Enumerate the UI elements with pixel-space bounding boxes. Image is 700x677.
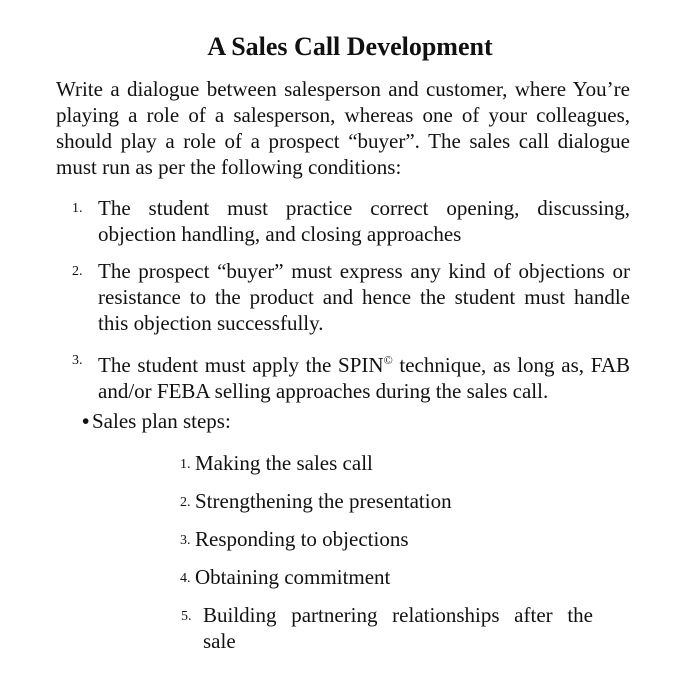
sales-step-item — [180, 564, 595, 590]
condition-item — [72, 347, 631, 404]
intro-paragraph: Write a dialogue between salesperson and customer, where You’re playing a role of a salesperson, whereas one of your colleagues, should play a role of a prospect “buyer”. The sales call dialogue must run as per the following conditions: — [56, 77, 630, 179]
step-number: 1. — [180, 457, 191, 472]
step-text: Responding to objections — [195, 527, 409, 551]
sales-step-item — [181, 602, 593, 654]
step-number: 4. — [180, 571, 191, 586]
step-text: Making the sales call — [195, 451, 373, 475]
step-text: Strengthening the presentation — [195, 489, 452, 513]
condition-text-continued: technique, as long as, FAB and/or FEBA selling approaches during the sales call. — [98, 353, 631, 403]
condition-item — [72, 195, 630, 247]
sales-step-item — [180, 526, 595, 552]
condition-number: 2. — [72, 264, 83, 279]
step-text: Building partnering relationships after the sale — [203, 603, 593, 653]
condition-text: The student must apply the SPIN — [98, 353, 384, 377]
sales-plan-label: Sales plan steps: — [92, 409, 231, 433]
copyright-mark: © — [383, 353, 393, 367]
bullet-icon: • — [82, 409, 90, 433]
step-number: 2. — [180, 495, 191, 510]
step-number: 3. — [180, 533, 191, 548]
page-title: A Sales Call Development — [207, 32, 493, 61]
condition-item — [72, 258, 630, 336]
condition-number: 1. — [72, 201, 83, 216]
condition-number: 3. — [72, 353, 83, 368]
step-text: Obtaining commitment — [195, 565, 391, 589]
sales-step-item — [180, 450, 595, 476]
step-number: 5. — [181, 609, 192, 624]
condition-text: The student must practice correct opening, discussing, objection handling, and closing approaches — [98, 196, 630, 246]
sales-step-item — [180, 488, 595, 514]
condition-text: The prospect “buyer” must express any kind of objections or resistance to the product and hence the student must handle this objection successfully. — [98, 259, 630, 335]
sales-plan-heading — [82, 408, 231, 434]
